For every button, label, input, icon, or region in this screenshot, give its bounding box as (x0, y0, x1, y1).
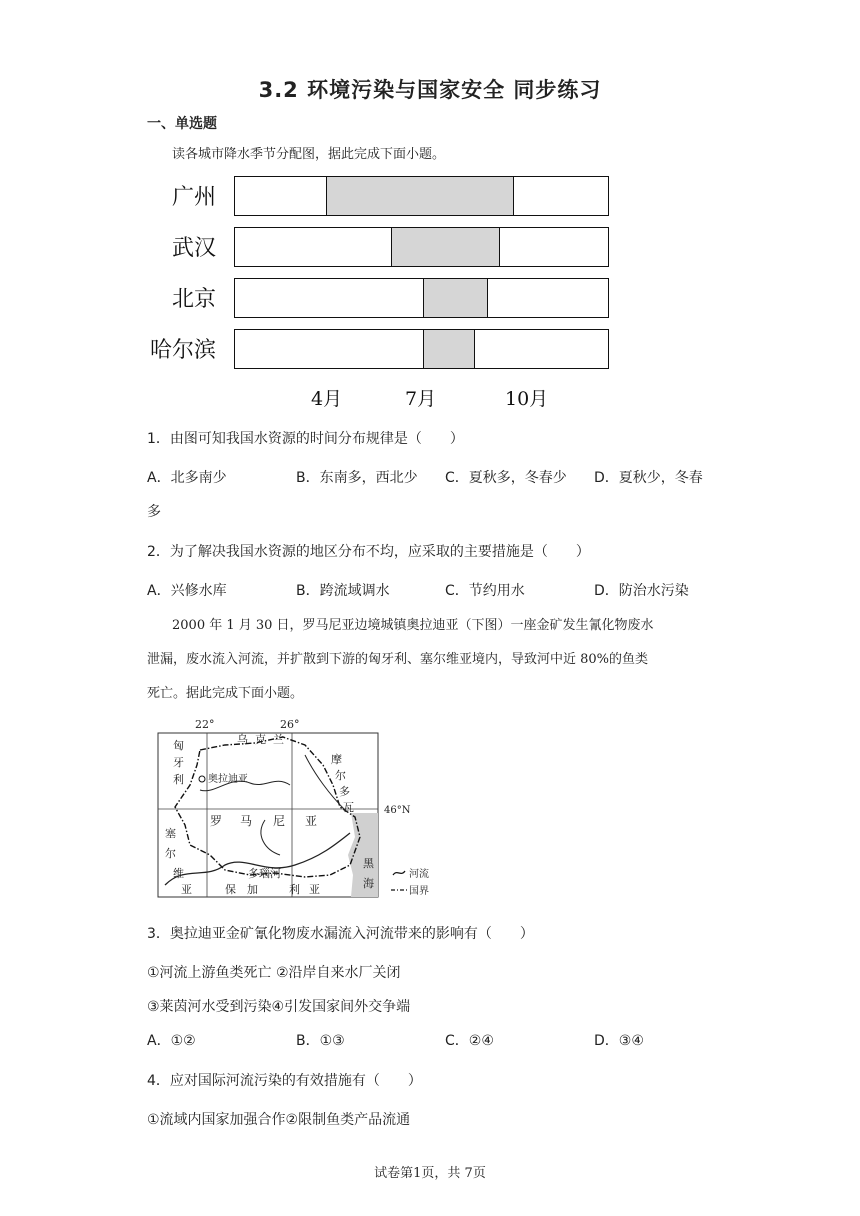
q3-option-a: A．①② (147, 1033, 196, 1049)
longitude-label: 26° (280, 718, 300, 731)
map-label-hungary: 利 (173, 773, 184, 786)
map-label-romania: 亚 (305, 814, 318, 828)
intro-text-2-line: 泄漏，废水流入河流，并扩散到下游的匈牙利、塞尔维亚境内，导致河中近 80%的鱼类 (147, 652, 649, 667)
legend-border-label: 国界 (409, 886, 429, 897)
rainy-season-bar (391, 228, 500, 266)
map-label-bulgaria: 加 (247, 883, 258, 896)
map-label-oradea: 奥拉迪亚 (208, 774, 248, 785)
chart-city-label: 北京 (172, 287, 217, 312)
q3-option-c: C．②④ (445, 1033, 494, 1049)
q1-option-d-wrap: 多 (147, 504, 161, 520)
chart-city-label: 武汉 (172, 236, 217, 261)
map-label-romania: 马 (240, 814, 253, 828)
chart-bar (234, 329, 609, 369)
rainy-season-bar (326, 177, 514, 215)
map-label-black-sea: 海 (363, 877, 374, 890)
q1-option-a: A．北多南少 (147, 470, 227, 486)
map-label-serbia: 尔 (165, 847, 176, 860)
map-label-romania: 罗 (210, 814, 223, 828)
q3-item: ③莱茵河水受到污染④引发国家间外交争端 (147, 999, 411, 1015)
map-label-ukraine: 乌 (237, 733, 248, 746)
q3-option-d: D．③④ (594, 1033, 644, 1049)
q1-option-d: D．夏秋少，冬春 (594, 470, 703, 486)
q2-option-a: A．兴修水库 (147, 583, 227, 599)
chart-city-label: 广州 (172, 185, 217, 210)
chart-city-label: 哈尔滨 (150, 338, 217, 363)
question-1: 1．由图可知我国水资源的时间分布规律是（ ） (147, 431, 464, 447)
rainy-season-bar (423, 330, 475, 368)
map-label-serbia: 塞 (165, 827, 176, 840)
map-label-bulgaria: 利 (289, 883, 300, 896)
map-label-ukraine: 兰 (273, 733, 284, 746)
section-heading: 一、单选题 (147, 116, 217, 132)
map-label-serbia: 亚 (181, 883, 192, 896)
question-2: 2．为了解决我国水资源的地区分布不均，应采取的主要措施是（ ） (147, 544, 590, 560)
chart-bar (234, 227, 609, 267)
chart-month-tick: 7月 (405, 388, 437, 410)
oradea-point (199, 776, 205, 782)
q3-item: ①河流上游鱼类死亡 ②沿岸自来水厂关闭 (147, 965, 401, 981)
map-label-hungary: 匈 (173, 739, 184, 752)
map-label-serbia: 维 (173, 867, 184, 880)
rainy-season-bar (423, 279, 488, 317)
latitude-label: 46°N (384, 805, 411, 816)
legend-river-label: 河流 (409, 869, 429, 880)
question-4: 4．应对国际河流污染的有效措施有（ ） (147, 1073, 422, 1089)
map-label-moldova: 尔 (335, 769, 346, 782)
page-footer: 试卷第1页，共 7页 (374, 1166, 486, 1181)
chart-month-tick: 4月 (311, 388, 343, 410)
q1-option-c: C．夏秋多，冬春少 (445, 470, 567, 486)
chart-bar (234, 176, 609, 216)
map-label-danube: 多瑙河 (248, 867, 281, 880)
map-label-bulgaria: 亚 (309, 883, 320, 896)
intro-text-1: 读各城市降水季节分配图，据此完成下面小题。 (172, 147, 446, 162)
q3-option-b: B．①③ (296, 1033, 345, 1049)
q4-item: ①流域内国家加强合作②限制鱼类产品流通 (147, 1112, 411, 1128)
q2-option-b: B．跨流域调水 (296, 583, 390, 599)
romania-map (155, 715, 430, 905)
longitude-label: 22° (195, 718, 215, 731)
page-title: 3.2 环境污染与国家安全 同步练习 (258, 78, 602, 102)
map-label-black-sea: 黑 (363, 857, 374, 870)
map-label-moldova: 瓦 (343, 801, 354, 814)
map-label-romania: 尼 (273, 814, 286, 828)
map-label-hungary: 牙 (173, 756, 184, 769)
legend-river-icon (393, 871, 405, 875)
chart-month-tick: 10月 (505, 388, 549, 410)
map-label-moldova: 摩 (331, 753, 342, 766)
q2-option-d: D．防治水污染 (594, 583, 689, 599)
map-label-bulgaria: 保 (225, 883, 236, 896)
chart-bar (234, 278, 609, 318)
map-label-moldova: 多 (339, 785, 350, 798)
intro-text-2-line: 死亡。据此完成下面小题。 (147, 686, 304, 701)
question-3: 3．奥拉迪亚金矿氰化物废水漏流入河流带来的影响有（ ） (147, 926, 534, 942)
map-label-ukraine: 克 (255, 733, 266, 746)
q1-option-b: B．东南多，西北少 (296, 470, 418, 486)
q2-option-c: C．节约用水 (445, 583, 525, 599)
intro-text-2-line: 2000 年 1 月 30 日，罗马尼亚边境城镇奥拉迪亚（下图）一座金矿发生氰化物废水 (172, 618, 654, 633)
